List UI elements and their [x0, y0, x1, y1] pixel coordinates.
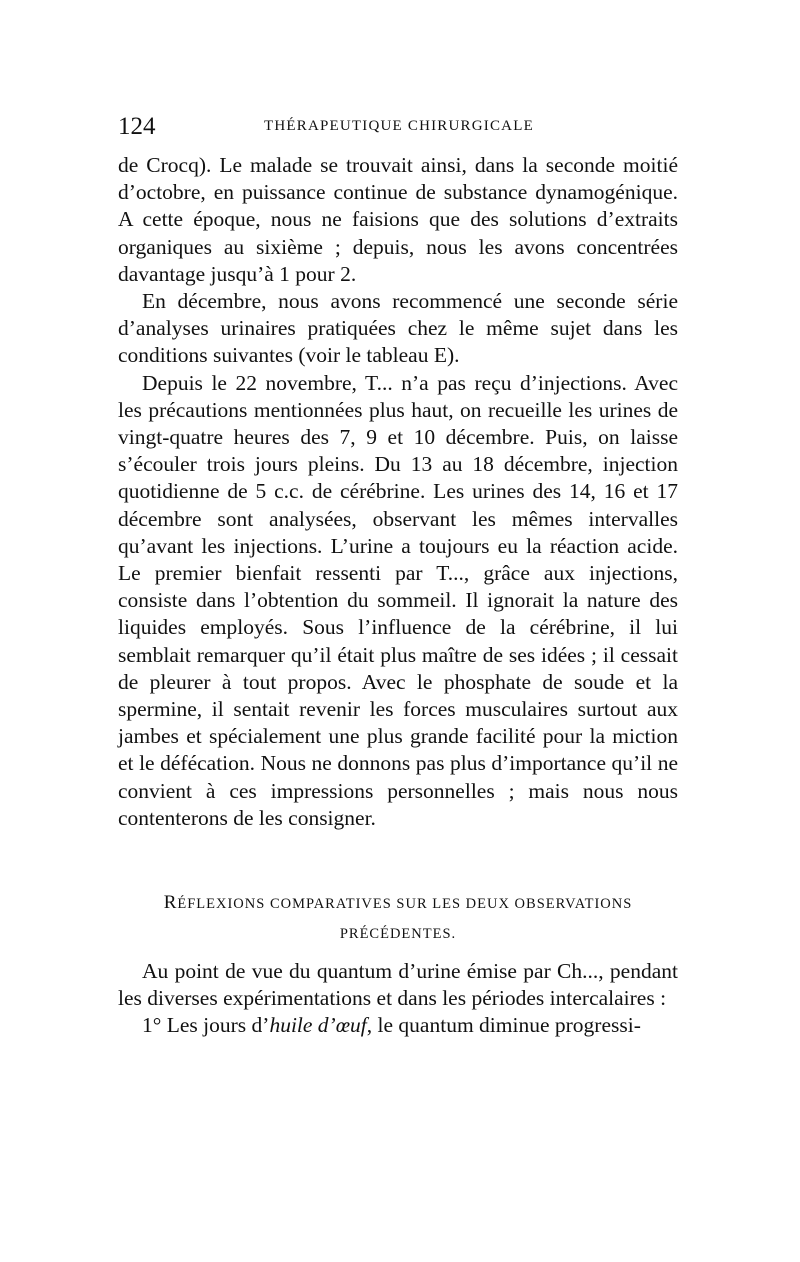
section-heading-line-2: PRÉCÉDENTES.	[339, 926, 457, 942]
list-item-1	[118, 1012, 678, 1039]
body-text	[118, 152, 678, 832]
list-item-1-prefix: 1° Les jours d’	[142, 1013, 270, 1038]
section-heading-line-1	[118, 888, 678, 919]
tail-text	[118, 958, 678, 1040]
paragraph-quantum: Au point de vue du quantum d’urine émise par Ch..., pendant les diverses expérimentations et dans les périodes intercalaires :	[118, 959, 678, 1011]
running-title: THÉRAPEUTIQUE CHIRURGICALE	[264, 118, 534, 134]
list-item-1-suffix: , le quantum diminue progressi-	[366, 1013, 641, 1038]
paragraph-december: En décembre, nous avons recommencé une seconde série d’analyses urinaires pratiquées chez le même sujet dans les conditions suivantes (voir le tableau E).	[118, 289, 678, 368]
paragraph-continuation: de Crocq). Le malade se trouvait ainsi, dans la seconde moitié d’octobre, en puissance continue de substance dynamogénique. A cette époque, nous ne faisions que des solutions d’extraits organiques au sixième ; depuis, nous les avons concentrées davantage jusqu’à 1 pour 2.	[118, 153, 678, 286]
paragraph-injections: Depuis le 22 novembre, T... n’a pas reçu d’injections. Avec les précautions mentionnées plus haut, on recueille les urines de vingt-quatre heures des 7, 9 et 10 décembre. Puis, on laisse s’écouler trois jours pleins. Du 13 au 18 décembre, injection quotidienne de 5 c.c. de cérébrine. Les urines des 14, 16 et 17 décembre sont analysées, observant les mêmes intervalles qu’avant les injections. L’urine a toujours eu la réaction acide. Le premier bienfait ressenti par T..., grâce aux injections, consiste dans l’obtention du sommeil. Il ignorait la nature des liquides employés. Sous l’influence de la cérébrine, il lui semblait remarquer qu’il était plus maître de ses idées ; il cessait de pleurer à tout propos. Avec le phosphate de soude et la spermine, il sentait revenir les forces musculaires surtout aux jambes et spécialement une plus grande facilité pour la miction et le défécation. Nous ne donnons pas plus d’importance qu’il ne convient à ces impressions personnelles ; mais nous nous contenterons de les consigner.	[118, 370, 678, 830]
section-heading	[118, 888, 678, 949]
page-number: 124	[118, 113, 156, 140]
section-heading-rest: ÉFLEXIONS COMPARATIVES SUR LES DEUX OBSERVATIONS	[177, 896, 633, 912]
section-heading-initial: R	[163, 892, 178, 913]
list-item-1-italic: huile d’œuf	[269, 1013, 367, 1038]
running-head	[118, 113, 678, 143]
